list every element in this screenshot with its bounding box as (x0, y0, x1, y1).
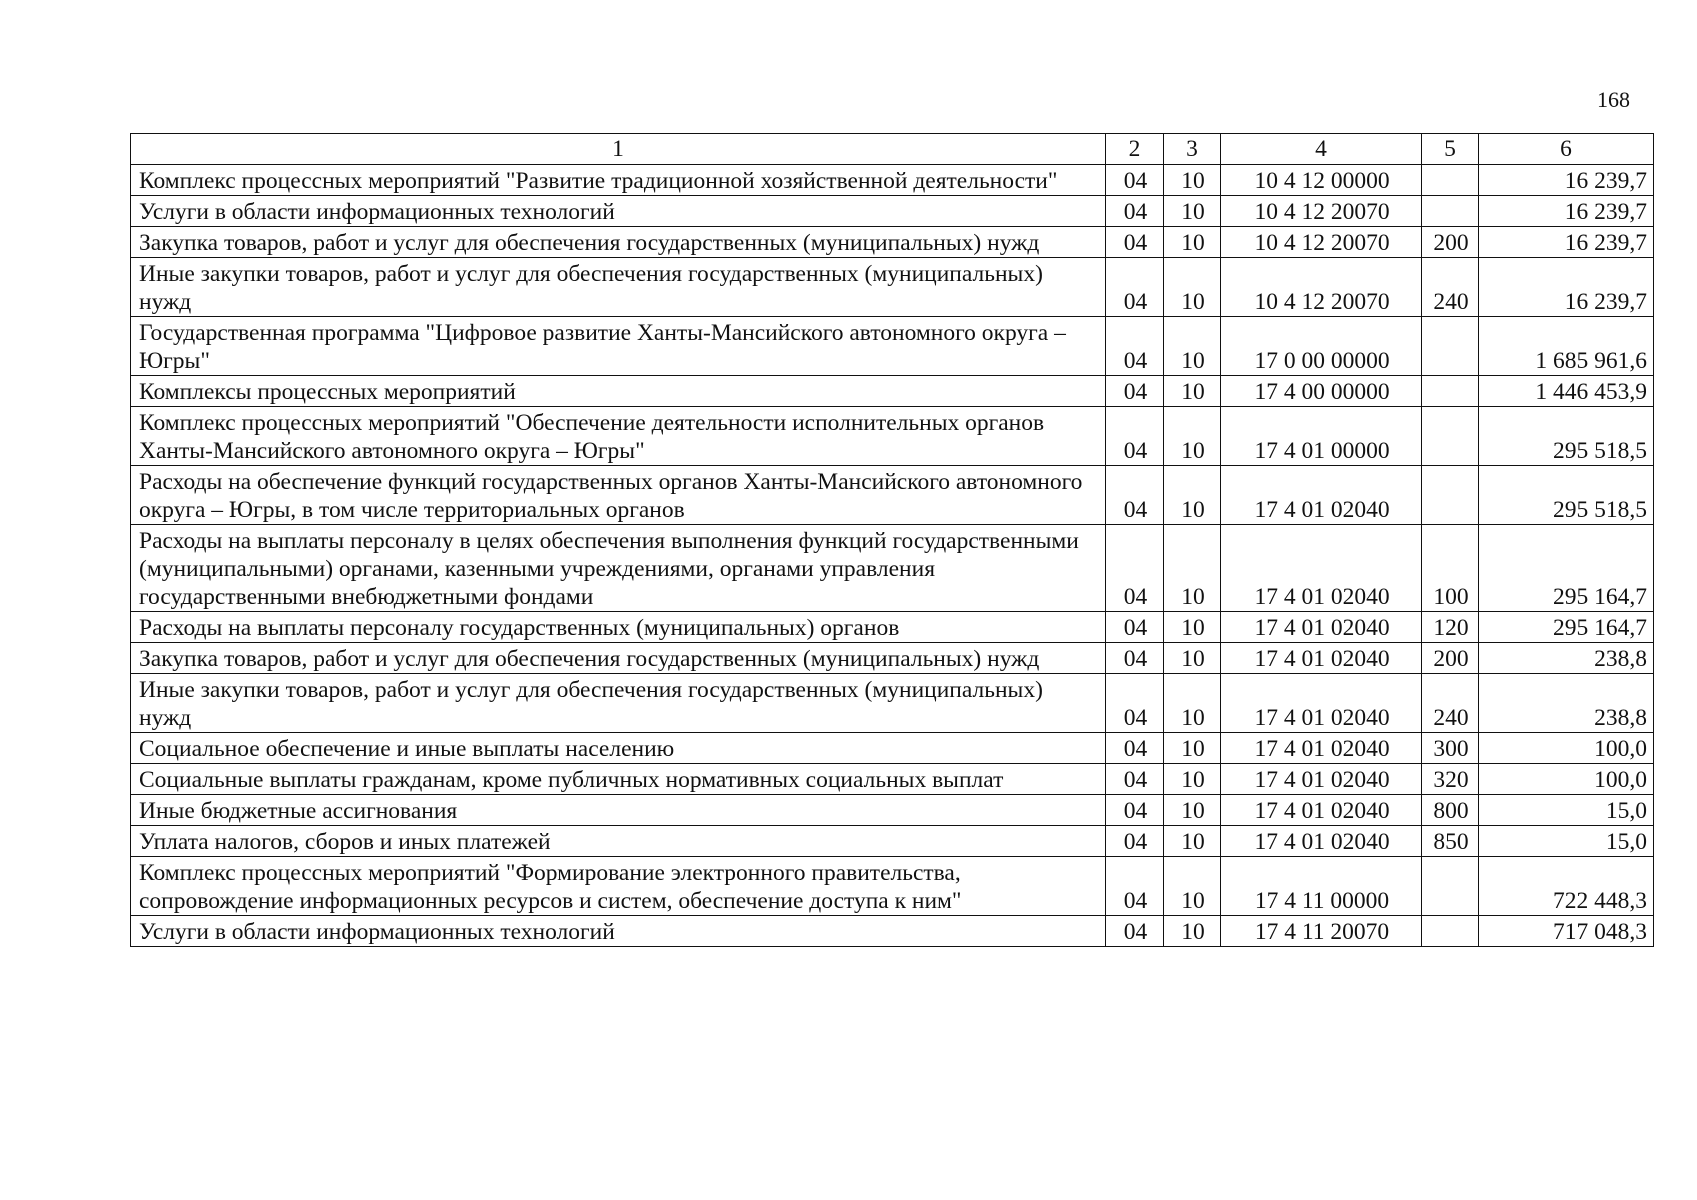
row-subsection: 10 (1164, 466, 1221, 525)
row-expense-type: 100 (1422, 525, 1479, 612)
table-row (131, 826, 1654, 857)
row-name: Услуги в области информационных технологий (131, 196, 1106, 227)
header-cell-expense-type: 5 (1422, 134, 1479, 165)
row-subsection: 10 (1164, 764, 1221, 795)
table-row (131, 317, 1654, 376)
row-target-code: 17 4 01 02040 (1221, 525, 1422, 612)
row-subsection: 10 (1164, 407, 1221, 466)
table-row (131, 857, 1654, 916)
row-target-code: 10 4 12 20070 (1221, 258, 1422, 317)
row-amount: 295 164,7 (1479, 612, 1654, 643)
row-amount: 16 239,7 (1479, 258, 1654, 317)
row-section: 04 (1106, 525, 1164, 612)
row-expense-type (1422, 376, 1479, 407)
row-expense-type (1422, 916, 1479, 947)
row-expense-type (1422, 857, 1479, 916)
row-expense-type (1422, 466, 1479, 525)
row-section: 04 (1106, 227, 1164, 258)
row-section: 04 (1106, 196, 1164, 227)
row-section: 04 (1106, 165, 1164, 196)
row-target-code: 10 4 12 20070 (1221, 227, 1422, 258)
row-name: Услуги в области информационных технологий (131, 916, 1106, 947)
row-amount: 295 518,5 (1479, 407, 1654, 466)
row-name: Социальное обеспечение и иные выплаты населению (131, 733, 1106, 764)
row-section: 04 (1106, 795, 1164, 826)
header-cell-name: 1 (131, 134, 1106, 165)
row-amount: 16 239,7 (1479, 165, 1654, 196)
row-section: 04 (1106, 826, 1164, 857)
table-row (131, 795, 1654, 826)
row-expense-type: 200 (1422, 643, 1479, 674)
header-cell-target-code: 4 (1221, 134, 1422, 165)
table-row (131, 407, 1654, 466)
table-row (131, 196, 1654, 227)
row-section: 04 (1106, 376, 1164, 407)
row-section: 04 (1106, 612, 1164, 643)
row-name: Закупка товаров, работ и услуг для обеспечения государственных (муниципальных) нужд (131, 227, 1106, 258)
row-amount: 1 446 453,9 (1479, 376, 1654, 407)
table-row (131, 733, 1654, 764)
header-cell-amount: 6 (1479, 134, 1654, 165)
row-section: 04 (1106, 674, 1164, 733)
row-name: Расходы на выплаты персоналу государственных (муниципальных) органов (131, 612, 1106, 643)
row-subsection: 10 (1164, 317, 1221, 376)
row-name: Расходы на обеспечение функций государственных органов Ханты-Мансийского автономного округа – Югры, в том числе территориальных органов (131, 466, 1106, 525)
row-amount: 722 448,3 (1479, 857, 1654, 916)
table-row (131, 165, 1654, 196)
budget-table (130, 133, 1654, 947)
row-expense-type: 200 (1422, 227, 1479, 258)
row-target-code: 17 4 01 02040 (1221, 674, 1422, 733)
row-amount: 238,8 (1479, 674, 1654, 733)
row-expense-type: 300 (1422, 733, 1479, 764)
row-name: Иные закупки товаров, работ и услуг для обеспечения государственных (муниципальных) нужд (131, 674, 1106, 733)
row-amount: 100,0 (1479, 764, 1654, 795)
row-amount: 717 048,3 (1479, 916, 1654, 947)
table-row (131, 227, 1654, 258)
row-target-code: 17 4 01 02040 (1221, 795, 1422, 826)
row-subsection: 10 (1164, 733, 1221, 764)
table-row (131, 674, 1654, 733)
row-section: 04 (1106, 466, 1164, 525)
table-row (131, 612, 1654, 643)
row-subsection: 10 (1164, 196, 1221, 227)
row-target-code: 17 4 00 00000 (1221, 376, 1422, 407)
row-section: 04 (1106, 916, 1164, 947)
row-name: Комплекс процессных мероприятий "Развитие традиционной хозяйственной деятельности" (131, 165, 1106, 196)
row-subsection: 10 (1164, 376, 1221, 407)
row-amount: 16 239,7 (1479, 227, 1654, 258)
row-target-code: 17 4 11 20070 (1221, 916, 1422, 947)
table-row (131, 376, 1654, 407)
row-section: 04 (1106, 764, 1164, 795)
row-target-code: 17 4 01 02040 (1221, 466, 1422, 525)
row-expense-type (1422, 165, 1479, 196)
row-subsection: 10 (1164, 857, 1221, 916)
row-section: 04 (1106, 407, 1164, 466)
row-subsection: 10 (1164, 916, 1221, 947)
row-target-code: 10 4 12 00000 (1221, 165, 1422, 196)
row-target-code: 10 4 12 20070 (1221, 196, 1422, 227)
row-expense-type (1422, 317, 1479, 376)
row-expense-type: 320 (1422, 764, 1479, 795)
row-name: Иные закупки товаров, работ и услуг для обеспечения государственных (муниципальных) нужд (131, 258, 1106, 317)
row-name: Закупка товаров, работ и услуг для обеспечения государственных (муниципальных) нужд (131, 643, 1106, 674)
row-name: Комплекс процессных мероприятий "Формирование электронного правительства, сопровождение информационных ресурсов и систем, обеспечение доступа к ним" (131, 857, 1106, 916)
row-subsection: 10 (1164, 165, 1221, 196)
row-expense-type: 850 (1422, 826, 1479, 857)
row-name: Уплата налогов, сборов и иных платежей (131, 826, 1106, 857)
row-section: 04 (1106, 733, 1164, 764)
row-amount: 238,8 (1479, 643, 1654, 674)
row-subsection: 10 (1164, 258, 1221, 317)
row-amount: 1 685 961,6 (1479, 317, 1654, 376)
row-subsection: 10 (1164, 674, 1221, 733)
table-row (131, 525, 1654, 612)
row-expense-type: 240 (1422, 258, 1479, 317)
row-target-code: 17 4 01 02040 (1221, 826, 1422, 857)
row-amount: 295 164,7 (1479, 525, 1654, 612)
row-target-code: 17 0 00 00000 (1221, 317, 1422, 376)
row-expense-type (1422, 196, 1479, 227)
row-target-code: 17 4 01 02040 (1221, 733, 1422, 764)
row-section: 04 (1106, 857, 1164, 916)
row-amount: 295 518,5 (1479, 466, 1654, 525)
row-amount: 100,0 (1479, 733, 1654, 764)
table-row (131, 466, 1654, 525)
row-expense-type: 240 (1422, 674, 1479, 733)
row-target-code: 17 4 01 02040 (1221, 612, 1422, 643)
table-header-row (131, 134, 1654, 165)
table-row (131, 258, 1654, 317)
row-subsection: 10 (1164, 795, 1221, 826)
row-target-code: 17 4 01 00000 (1221, 407, 1422, 466)
header-cell-section: 2 (1106, 134, 1164, 165)
row-expense-type (1422, 407, 1479, 466)
row-name: Иные бюджетные ассигнования (131, 795, 1106, 826)
row-amount: 15,0 (1479, 826, 1654, 857)
page-number: 168 (1597, 87, 1630, 112)
table-row (131, 764, 1654, 795)
row-section: 04 (1106, 643, 1164, 674)
row-amount: 16 239,7 (1479, 196, 1654, 227)
row-subsection: 10 (1164, 525, 1221, 612)
row-section: 04 (1106, 258, 1164, 317)
row-name: Государственная программа "Цифровое развитие Ханты-Мансийского автономного округа – Югры" (131, 317, 1106, 376)
row-amount: 15,0 (1479, 795, 1654, 826)
row-target-code: 17 4 01 02040 (1221, 764, 1422, 795)
row-name: Комплексы процессных мероприятий (131, 376, 1106, 407)
table-row (131, 643, 1654, 674)
row-subsection: 10 (1164, 612, 1221, 643)
row-name: Социальные выплаты гражданам, кроме публичных нормативных социальных выплат (131, 764, 1106, 795)
row-target-code: 17 4 11 00000 (1221, 857, 1422, 916)
row-expense-type: 120 (1422, 612, 1479, 643)
row-subsection: 10 (1164, 643, 1221, 674)
table-row (131, 916, 1654, 947)
row-target-code: 17 4 01 02040 (1221, 643, 1422, 674)
header-cell-subsection: 3 (1164, 134, 1221, 165)
row-subsection: 10 (1164, 227, 1221, 258)
row-name: Комплекс процессных мероприятий "Обеспечение деятельности исполнительных органов Ханты-Мансийского автономного округа – Югры" (131, 407, 1106, 466)
row-name: Расходы на выплаты персоналу в целях обеспечения выполнения функций государственными (муниципальными) органами, казенными учреждениями, органами управления государственными внебюджетными фондами (131, 525, 1106, 612)
row-section: 04 (1106, 317, 1164, 376)
table-body (131, 134, 1654, 947)
row-subsection: 10 (1164, 826, 1221, 857)
row-expense-type: 800 (1422, 795, 1479, 826)
